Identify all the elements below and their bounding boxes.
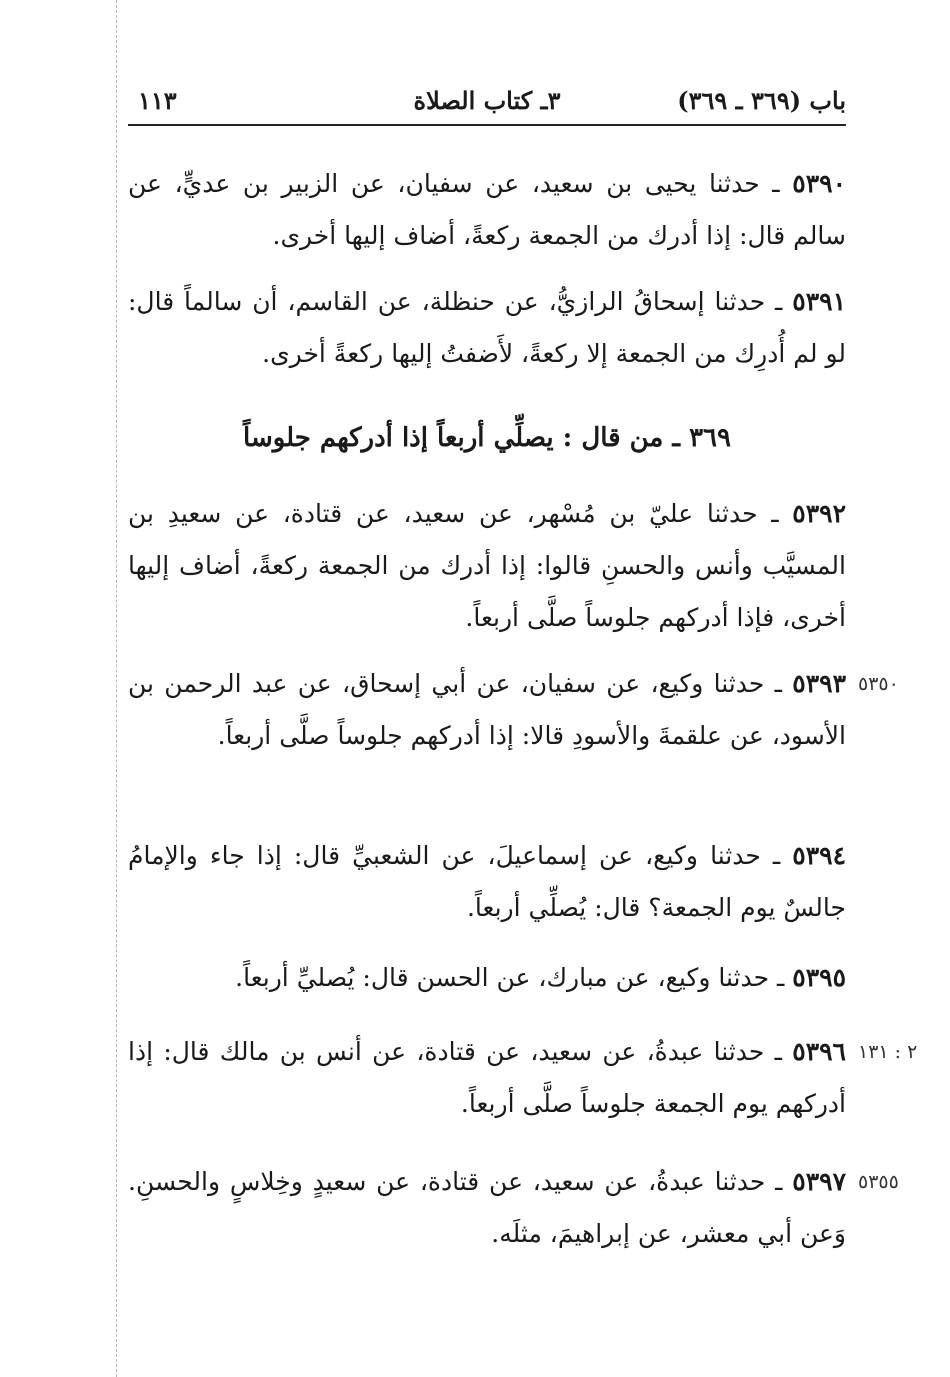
header-rule bbox=[128, 124, 846, 126]
hadith-5393 bbox=[128, 658, 846, 762]
hadith-text: ـ حدثنا يحيى بن سعيد، عن سفيان، عن الزبير بن عديٍّ، عن سالم قال: إذا أدرك من الجمعة ركعةً، أضاف إليها أخرى. bbox=[128, 169, 846, 250]
book-title: ٣ـ كتاب الصلاة bbox=[413, 86, 561, 115]
hadith-5390 bbox=[128, 158, 846, 262]
page-number: ١١٣ bbox=[138, 86, 177, 115]
hadith-5392 bbox=[128, 488, 846, 644]
hadith-number: ٥٣٩٦ bbox=[792, 1037, 846, 1066]
page-spine-line bbox=[116, 0, 117, 1377]
hadith-number: ٥٣٩٢ bbox=[792, 499, 846, 528]
hadith-text: ـ حدثنا إسحاقُ الرازيُّ، عن حنظلة، عن القاسم، أن سالماً قال: لو لم أُدرِك من الجمعة إلا ركعةً، لأَضفتُ إليها ركعةً أخرى. bbox=[128, 287, 846, 368]
hadith-5394 bbox=[128, 830, 846, 934]
hadith-text: ـ حدثنا وكيع، عن إسماعيلَ، عن الشعبيِّ قال: إذا جاء والإمامُ جالسٌ يوم الجمعة؟ قال: يُصلِّي أربعاً. bbox=[128, 841, 846, 922]
margin-note-5355: ٥٣٥٥ bbox=[858, 1171, 899, 1193]
hadith-text: ـ حدثنا عبدةُ، عن سعيد، عن قتادة، عن سعيدٍ وخِلاسٍ والحسنِ. وَعن أبي معشر، عن إبراهيمَ، مثلَه. bbox=[128, 1167, 846, 1248]
hadith-number: ٥٣٩٧ bbox=[792, 1167, 846, 1196]
margin-note-volume-page: ٢ : ١٣١ bbox=[858, 1041, 918, 1063]
chapter-range: باب (٣٦٩ ـ ٣٦٩) bbox=[677, 86, 846, 115]
page-header bbox=[128, 80, 846, 124]
hadith-number: ٥٣٩١ bbox=[792, 287, 847, 316]
hadith-text: ـ حدثنا عبدةُ، عن سعيد، عن قتادة، عن أنس بن مالك قال: إذا أدركهم يوم الجمعة جلوساً صلَّى أربعاً. bbox=[128, 1037, 846, 1118]
hadith-number: ٥٣٩٠ bbox=[792, 169, 846, 198]
hadith-5391 bbox=[128, 276, 846, 380]
hadith-text: ـ حدثنا عليّ بن مُسْهر، عن سعيد، عن قتادة، عن سعيدِ بن المسيَّب وأنس والحسنِ قالوا: إذا أدرك من الجمعة ركعةً، أضاف إليها أخرى، فإذا أدركهم جلوساً صلَّى أربعاً. bbox=[128, 499, 846, 632]
hadith-5395 bbox=[128, 952, 846, 1004]
hadith-text: ـ حدثنا وكيع، عن سفيان، عن أبي إسحاق، عن عبد الرحمن بن الأسود، عن علقمةَ والأسودِ قالا: إذا أدركهم جلوساً صلَّى أربعاً. bbox=[128, 669, 846, 750]
section-title: ٣٦٩ ـ من قال : يصلِّي أربعاً إذا أدركهم جلوساً bbox=[243, 423, 731, 453]
hadith-text: ـ حدثنا وكيع، عن مبارك، عن الحسن قال: يُصليِّ أربعاً. bbox=[235, 963, 785, 992]
margin-note-5350: ٥٣٥٠ bbox=[858, 673, 899, 695]
hadith-number: ٥٣٩٥ bbox=[792, 963, 846, 992]
hadith-number: ٥٣٩٣ bbox=[792, 669, 847, 698]
hadith-5397 bbox=[128, 1156, 846, 1260]
hadith-number: ٥٣٩٤ bbox=[792, 841, 846, 870]
hadith-5396 bbox=[128, 1026, 846, 1130]
